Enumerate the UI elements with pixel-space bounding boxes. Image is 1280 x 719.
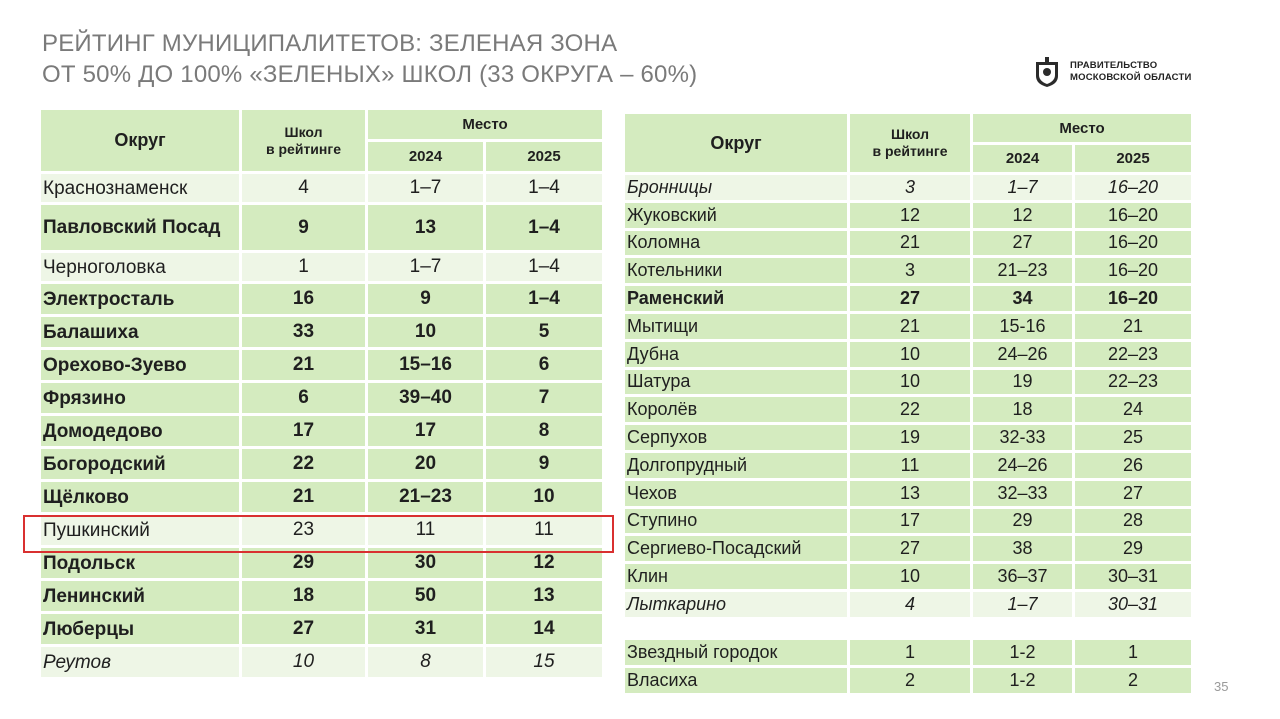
cell-place-2024: 1–7: [973, 175, 1072, 200]
cell-schools: 4: [242, 174, 365, 202]
cell-okrug: Пушкинский: [41, 515, 239, 545]
government-logo: [1034, 56, 1192, 88]
cell-okrug: Чехов: [625, 481, 847, 506]
cell-place-2025: 11: [486, 515, 602, 545]
cell-okrug: Коломна: [625, 231, 847, 256]
table-row: [41, 383, 602, 413]
cell-place-2025: 7: [486, 383, 602, 413]
cell-okrug: Домодедово: [41, 416, 239, 446]
table-row: [625, 481, 1191, 506]
cell-place-2024: 15-16: [973, 314, 1072, 339]
cell-okrug: Серпухов: [625, 425, 847, 450]
table-row: [625, 286, 1191, 311]
cell-place-2025: 28: [1075, 509, 1191, 534]
slide-title: [42, 28, 697, 90]
cell-place-2025: 12: [486, 548, 602, 578]
table-row: [625, 342, 1191, 367]
cell-place-2024: 13: [368, 205, 483, 250]
page-number: 35: [1214, 679, 1229, 694]
cell-place-2025: 30–31: [1075, 592, 1191, 617]
header-schools-line1: Школ: [284, 123, 323, 140]
table-row: [625, 564, 1191, 589]
cell-schools: 9: [242, 205, 365, 250]
cell-okrug: Электросталь: [41, 284, 239, 314]
cell-schools: 22: [850, 397, 970, 422]
highlight-frame: [23, 515, 614, 553]
table-row: [41, 614, 602, 644]
header-schools: [850, 114, 970, 172]
table-row: [625, 397, 1191, 422]
cell-schools: 21: [850, 231, 970, 256]
cell-schools: 3: [850, 175, 970, 200]
cell-place-2024: 1–7: [973, 592, 1072, 617]
cell-okrug: Власиха: [625, 668, 847, 693]
cell-okrug: Мытищи: [625, 314, 847, 339]
cell-okrug: Котельники: [625, 258, 847, 283]
cell-place-2025: 21: [1075, 314, 1191, 339]
header-schools: [242, 110, 365, 171]
cell-place-2024: 24–26: [973, 342, 1072, 367]
cell-okrug: Орехово-Зуево: [41, 350, 239, 380]
table-row: [625, 258, 1191, 283]
cell-okrug: Павловский Посад: [41, 205, 239, 250]
cell-okrug: Краснознаменск: [41, 174, 239, 202]
cell-okrug: Шатура: [625, 370, 847, 395]
right-rating-table: [622, 111, 1194, 620]
cell-place-2024: 10: [368, 317, 483, 347]
table-row: [625, 425, 1191, 450]
cell-place-2025: 22–23: [1075, 342, 1191, 367]
cell-place-2025: 10: [486, 482, 602, 512]
cell-schools: 3: [850, 258, 970, 283]
cell-okrug: Раменский: [625, 286, 847, 311]
cell-okrug: Жуковский: [625, 203, 847, 228]
cell-okrug: Балашиха: [41, 317, 239, 347]
cell-place-2024: 34: [973, 286, 1072, 311]
cell-place-2025: 5: [486, 317, 602, 347]
right-table-header: [625, 114, 1191, 172]
title-line-1: РЕЙТИНГ МУНИЦИПАЛИТЕТОВ: ЗЕЛЕНАЯ ЗОНА: [42, 30, 618, 57]
table-row: [41, 284, 602, 314]
cell-place-2025: 26: [1075, 453, 1191, 478]
header-okrug: Округ: [625, 114, 847, 172]
cell-schools: 21: [850, 314, 970, 339]
header-place: Место: [973, 114, 1191, 142]
table-row: [41, 350, 602, 380]
cell-schools: 13: [850, 481, 970, 506]
cell-place-2024: 11: [368, 515, 483, 545]
cell-schools: 10: [850, 564, 970, 589]
coat-of-arms-icon: [1034, 56, 1060, 88]
header-2024: 2024: [368, 142, 483, 171]
cell-place-2024: 1-2: [973, 668, 1072, 693]
header-place: Место: [368, 110, 602, 139]
cell-place-2025: 6: [486, 350, 602, 380]
cell-place-2025: 13: [486, 581, 602, 611]
right-table-body: [625, 175, 1191, 617]
cell-okrug: Фрязино: [41, 383, 239, 413]
cell-place-2025: 16–20: [1075, 258, 1191, 283]
cell-place-2025: 16–20: [1075, 231, 1191, 256]
cell-schools: 10: [850, 342, 970, 367]
cell-place-2024: 24–26: [973, 453, 1072, 478]
table-row: [41, 416, 602, 446]
table-row: [41, 647, 602, 677]
cell-schools: 29: [242, 548, 365, 578]
cell-schools: 17: [242, 416, 365, 446]
table-row: [41, 449, 602, 479]
cell-place-2024: 21–23: [368, 482, 483, 512]
cell-place-2024: 31: [368, 614, 483, 644]
logo-line-2: МОСКОВСКОЙ ОБЛАСТИ: [1070, 72, 1192, 83]
cell-place-2025: 27: [1075, 481, 1191, 506]
cell-schools: 17: [850, 509, 970, 534]
cell-place-2024: 15–16: [368, 350, 483, 380]
table-row: [625, 231, 1191, 256]
cell-schools: 2: [850, 668, 970, 693]
cell-place-2024: 9: [368, 284, 483, 314]
table-row: [41, 253, 602, 281]
cell-okrug: Люберцы: [41, 614, 239, 644]
cell-place-2025: 1–4: [486, 284, 602, 314]
cell-place-2024: 38: [973, 536, 1072, 561]
table-row: [625, 592, 1191, 617]
table-row: [625, 509, 1191, 534]
cell-schools: 33: [242, 317, 365, 347]
header-schools-line2: в рейтинге: [872, 143, 948, 159]
cell-schools: 1: [850, 640, 970, 665]
cell-schools: 23: [242, 515, 365, 545]
header-2024: 2024: [973, 145, 1072, 172]
cell-okrug: Ленинский: [41, 581, 239, 611]
table-row: [41, 581, 602, 611]
cell-place-2024: 1–7: [368, 253, 483, 281]
cell-schools: 18: [242, 581, 365, 611]
cell-place-2025: 1–4: [486, 205, 602, 250]
cell-place-2025: 14: [486, 614, 602, 644]
table-row: [625, 668, 1191, 693]
cell-place-2025: 30–31: [1075, 564, 1191, 589]
cell-place-2024: 17: [368, 416, 483, 446]
cell-okrug: Реутов: [41, 647, 239, 677]
cell-place-2024: 29: [973, 509, 1072, 534]
cell-schools: 4: [850, 592, 970, 617]
cell-place-2024: 36–37: [973, 564, 1072, 589]
cell-place-2025: 2: [1075, 668, 1191, 693]
header-2025: 2025: [1075, 145, 1191, 172]
cell-okrug: Королёв: [625, 397, 847, 422]
table-row: [41, 482, 602, 512]
left-table-body: [41, 174, 602, 677]
cell-schools: 21: [242, 482, 365, 512]
cell-place-2025: 1–4: [486, 174, 602, 202]
table-row: [625, 175, 1191, 200]
cell-place-2024: 39–40: [368, 383, 483, 413]
cell-okrug: Дубна: [625, 342, 847, 367]
header-schools-line1: Школ: [891, 126, 929, 142]
cell-place-2024: 8: [368, 647, 483, 677]
table-row: [625, 314, 1191, 339]
cell-okrug: Долгопрудный: [625, 453, 847, 478]
cell-place-2025: 1: [1075, 640, 1191, 665]
cell-schools: 10: [850, 370, 970, 395]
cell-schools: 27: [850, 286, 970, 311]
table-row: [41, 317, 602, 347]
cell-place-2025: 16–20: [1075, 175, 1191, 200]
table-row: [41, 205, 602, 250]
cell-okrug: Бронницы: [625, 175, 847, 200]
table-row: [625, 640, 1191, 665]
table-row: [625, 370, 1191, 395]
cell-place-2024: 12: [973, 203, 1072, 228]
header-schools-line2: в рейтинге: [266, 140, 341, 157]
cell-place-2025: 1–4: [486, 253, 602, 281]
cell-okrug: Черноголовка: [41, 253, 239, 281]
cell-schools: 27: [242, 614, 365, 644]
cell-okrug: Щёлково: [41, 482, 239, 512]
cell-place-2024: 50: [368, 581, 483, 611]
cell-okrug: Сергиево-Посадский: [625, 536, 847, 561]
logo-line-1: ПРАВИТЕЛЬСТВО: [1070, 60, 1158, 71]
cell-schools: 27: [850, 536, 970, 561]
cell-place-2025: 29: [1075, 536, 1191, 561]
cell-schools: 1: [242, 253, 365, 281]
cell-place-2025: 22–23: [1075, 370, 1191, 395]
cell-schools: 21: [242, 350, 365, 380]
table-row: [41, 174, 602, 202]
cell-schools: 11: [850, 453, 970, 478]
cell-place-2024: 21–23: [973, 258, 1072, 283]
cell-place-2025: 15: [486, 647, 602, 677]
cell-place-2025: 16–20: [1075, 286, 1191, 311]
cell-place-2024: 1–7: [368, 174, 483, 202]
cell-place-2025: 24: [1075, 397, 1191, 422]
cell-schools: 12: [850, 203, 970, 228]
table-row: [625, 536, 1191, 561]
bottom-rating-table: [622, 637, 1194, 696]
header-2025: 2025: [486, 142, 602, 171]
cell-okrug: Звездный городок: [625, 640, 847, 665]
cell-schools: 6: [242, 383, 365, 413]
header-okrug: Округ: [41, 110, 239, 171]
cell-place-2024: 19: [973, 370, 1072, 395]
cell-place-2024: 32–33: [973, 481, 1072, 506]
cell-place-2025: 9: [486, 449, 602, 479]
cell-okrug: Подольск: [41, 548, 239, 578]
cell-schools: 19: [850, 425, 970, 450]
cell-place-2024: 27: [973, 231, 1072, 256]
title-line-2: ОТ 50% ДО 100% «ЗЕЛЕНЫХ» ШКОЛ (33 ОКРУГА – 60%): [42, 61, 698, 88]
cell-okrug: Лыткарино: [625, 592, 847, 617]
cell-okrug: Клин: [625, 564, 847, 589]
cell-place-2025: 25: [1075, 425, 1191, 450]
cell-place-2025: 16–20: [1075, 203, 1191, 228]
table-row: [625, 203, 1191, 228]
cell-schools: 22: [242, 449, 365, 479]
cell-place-2024: 30: [368, 548, 483, 578]
cell-schools: 10: [242, 647, 365, 677]
cell-place-2024: 20: [368, 449, 483, 479]
left-table-header: [41, 110, 602, 171]
bottom-table-body: [625, 640, 1191, 693]
cell-place-2024: 32-33: [973, 425, 1072, 450]
cell-okrug: Богородский: [41, 449, 239, 479]
cell-place-2025: 8: [486, 416, 602, 446]
cell-place-2024: 1-2: [973, 640, 1072, 665]
cell-schools: 16: [242, 284, 365, 314]
cell-place-2024: 18: [973, 397, 1072, 422]
cell-okrug: Ступино: [625, 509, 847, 534]
table-row: [625, 453, 1191, 478]
left-rating-table: [38, 107, 605, 680]
